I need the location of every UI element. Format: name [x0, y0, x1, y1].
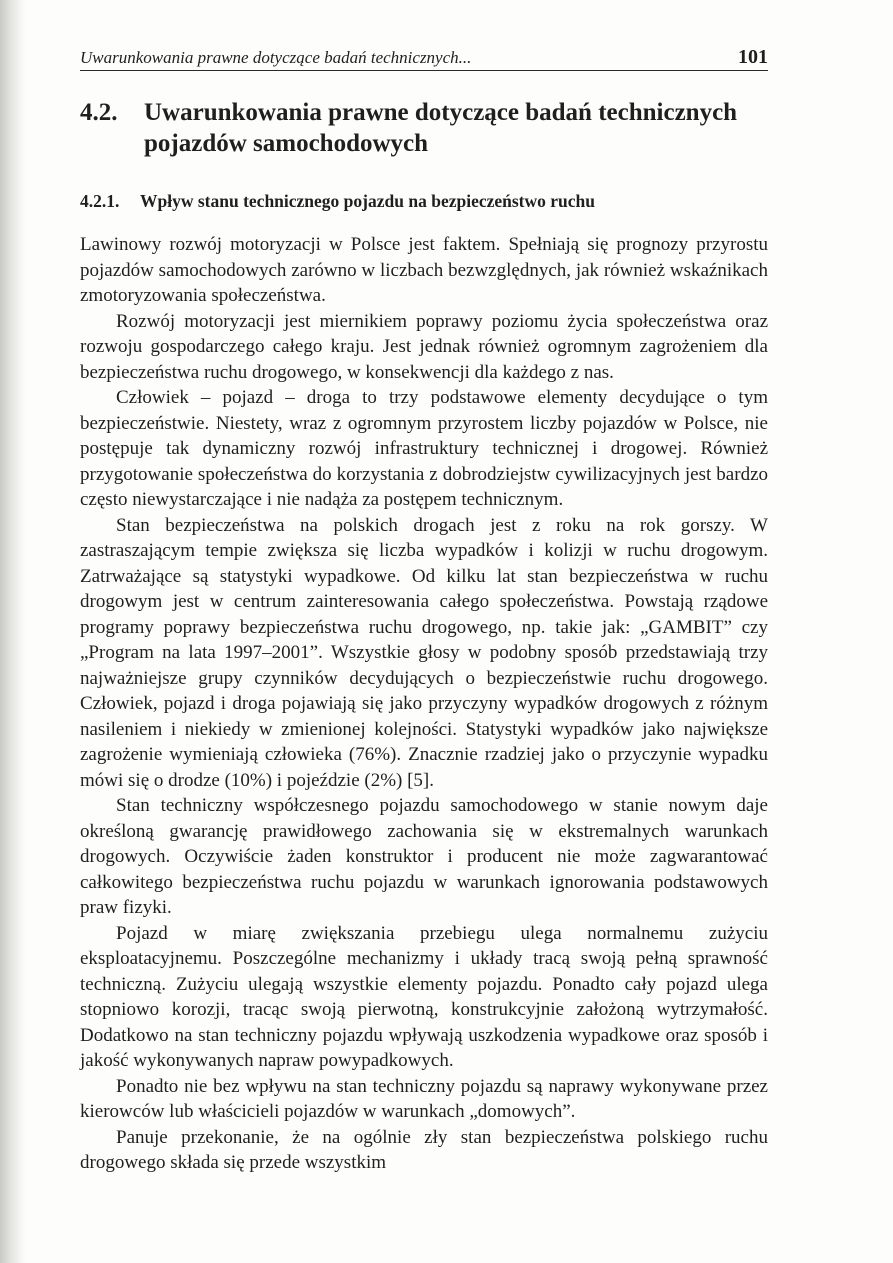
paragraph: Rozwój motoryzacji jest miernikiem poprawy poziomu życia społeczeństwa oraz rozwoju gospodarczego całego kraju. Jest jednak również ogromnym zagrożeniem dla bezpieczeństwa ruchu drogowego, w konsekwencji dla każdego z nas. [80, 310, 768, 383]
paragraph: Ponadto nie bez wpływu na stan techniczny pojazdu są naprawy wykonywane przez kierowców lub właścicieli pojazdów w warunkach „domowych”. [80, 1075, 768, 1122]
page-number: 101 [738, 46, 768, 68]
paragraph: Stan bezpieczeństwa na polskich drogach jest z roku na rok gorszy. W zastraszającym tempie zwiększa się liczba wypadków i kolizji w ruchu drogowym. Zatrważające są statystyki wypadkowe. Od kilku lat stan bezpieczeństwa w ruchu drogowym jest w centrum zainteresowania całego społeczeństwa. Powstają rządowe programy poprawy bezpieczeństwa ruchu drogowego, np. takie jak: „GAMBIT” czy „Program na lata 1997–2001”. Wszystkie głosy w podobny sposób przedstawiają trzy najważniejsze grupy czynników decydujących o bezpieczeństwie ruchu drogowego. Człowiek, pojazd i droga pojawiają się jako przyczyny wypadków drogowych z różnym nasileniem i niekiedy w zmienionej kolejności. Statystyki wypadków jako największe zagrożenie wymieniają człowieka (76%). Znacznie rzadziej jako o przyczynie wypadku mówi się o drodze (10%) i pojeździe (2%) [5]. [80, 514, 768, 791]
subsection-title: Wpływ stanu technicznego pojazdu na bezpieczeństwo ruchu [140, 191, 596, 211]
subsection-number: 4.2.1. [80, 191, 120, 211]
section-heading [80, 97, 768, 159]
paragraph: Panuje przekonanie, że na ogólnie zły stan bezpieczeństwa polskiego ruchu drogowego składa się przede wszystkim [80, 1126, 768, 1173]
body-text [80, 232, 768, 1176]
section-title: Uwarunkowania prawne dotyczące badań technicznych pojazdów samochodowych [144, 99, 738, 157]
running-title: Uwarunkowania prawne dotyczące badań technicznych... [80, 48, 472, 67]
paragraph: Lawinowy rozwój motoryzacji w Polsce jest faktem. Spełniają się prognozy przyrostu pojazdów samochodowych zarówno w liczbach bezwzględnych, jak również wskaźnikach zmotoryzowania społeczeństwa. [80, 234, 768, 306]
paragraph: Stan techniczny współczesnego pojazdu samochodowego w stanie nowym daje określoną gwarancję prawidłowego zachowania się w ekstremalnych warunkach drogowych. Oczywiście żaden konstruktor i producent nie może zagwarantować całkowitego bezpieczeństwa ruchu pojazdu w warunkach ignorowania podstawowych praw fizyki. [80, 795, 768, 918]
subsection-heading [80, 191, 768, 212]
paragraph: Pojazd w miarę zwiększania przebiegu ulega normalnemu zużyciu eksploatacyjnemu. Poszczególne mechanizmy i układy tracą swoją pełną sprawność techniczną. Zużyciu ulegają wszystkie elementy pojazdu. Ponadto cały pojazd ulega stopniowo korozji, tracąc swoją pierwotną, konstrukcyjnie założoną wytrzymałość. Dodatkowo na stan techniczny pojazdu wpływają uszkodzenia wypadkowe oraz sposób i jakość wykonywanych napraw powypadkowych. [80, 922, 768, 1071]
running-header [80, 40, 768, 71]
book-page [80, 40, 768, 1176]
page-spine-shadow [0, 0, 26, 1263]
section-number: 4.2. [80, 99, 118, 126]
paragraph: Człowiek – pojazd – droga to trzy podstawowe elementy decydujące o tym bezpieczeństwie. Niestety, wraz z ogromnym przyrostem liczby pojazdów w Polsce, nie postępuje tak dynamiczny rozwój infrastruktury technicznej i drogowej. Również przygotowanie społeczeństwa do korzystania z dobrodziejstw cywilizacyjnych jest bardzo często niewystarczające i nie nadąża za postępem technicznym. [80, 387, 768, 510]
